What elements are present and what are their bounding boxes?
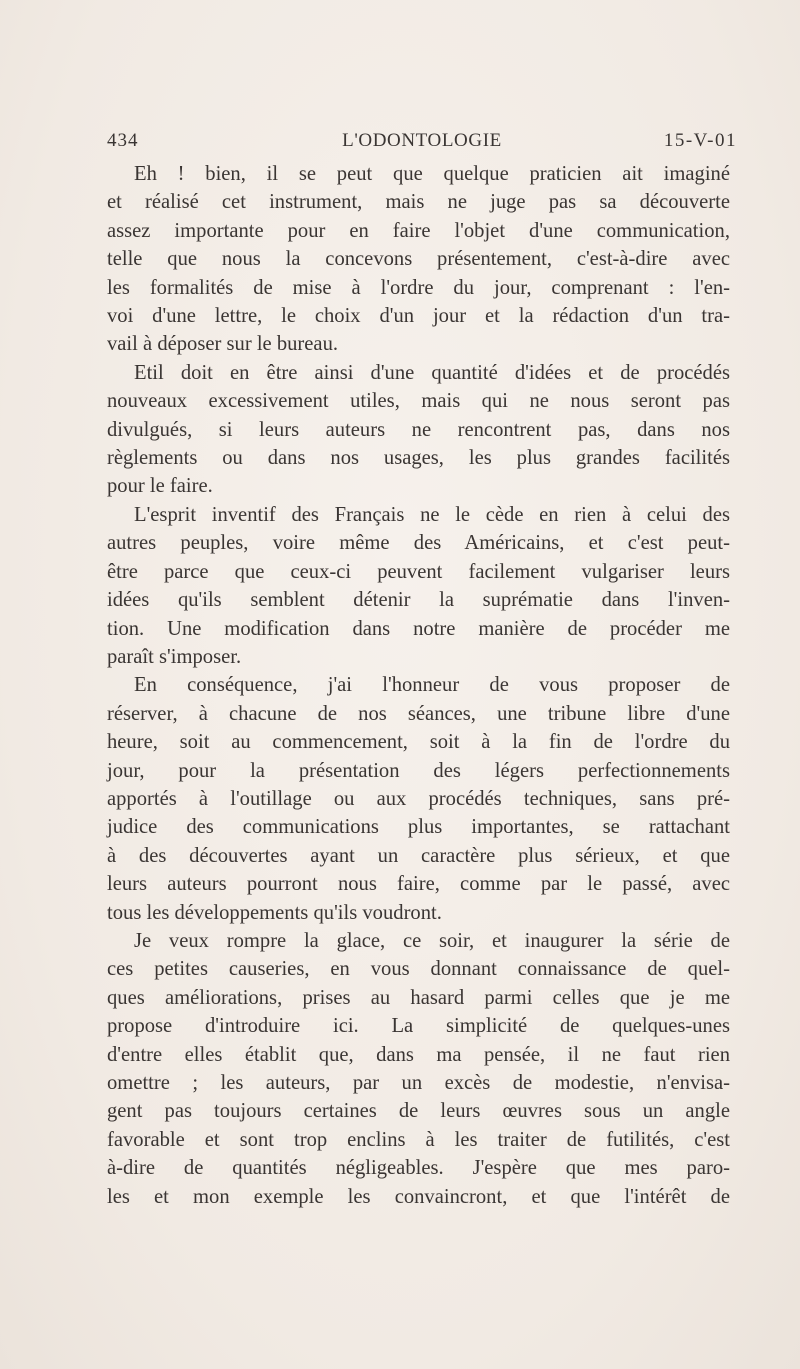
text-line: pour le faire.	[107, 475, 213, 498]
paragraph	[107, 671, 730, 927]
paragraph	[107, 927, 730, 1211]
text-line: L'esprit inventif des Français ne le cède en rien à celui des	[134, 503, 730, 526]
text-line: omettre ; les auteurs, par un excès de modestie, n'envisa-	[107, 1072, 730, 1094]
text-line: voi d'une lettre, le choix d'un jour et la rédaction d'un tra-	[107, 305, 730, 328]
text-line: tion. Une modification dans notre manière de procéder me	[107, 617, 730, 640]
text-line: jour, pour la présentation des légers perfectionnements	[107, 759, 730, 782]
text-line: propose d'introduire ici. La simplicité de quelques-unes	[107, 1015, 730, 1038]
paragraph	[107, 160, 730, 359]
text-line: favorable et sont trop enclins à les traiter de futilités, c'est	[107, 1128, 730, 1151]
paragraph	[107, 501, 730, 671]
text-line: réserver, à chacune de nos séances, une tribune libre d'une	[107, 702, 730, 725]
text-line: ques améliorations, prises au hasard parmi celles que je me	[107, 986, 730, 1009]
issue-date: 15-V-01	[663, 130, 737, 151]
text-line: En conséquence, j'ai l'honneur de vous proposer de	[134, 674, 730, 697]
text-line: divulgués, si leurs auteurs ne rencontrent pas, dans nos	[107, 418, 730, 441]
text-line: Eh ! bien, il se peut que quelque praticien ait imaginé	[134, 163, 730, 185]
text-line: assez importante pour en faire l'objet d'une communication,	[107, 219, 730, 242]
body-text	[107, 160, 730, 1211]
text-line: nouveaux excessivement utiles, mais qui ne nous seront pas	[107, 390, 730, 413]
paragraph	[107, 359, 730, 501]
text-line: à des découvertes ayant un caractère plus sérieux, et que	[107, 844, 730, 867]
page-number: 434	[107, 130, 139, 151]
text-line: Etil doit en être ainsi d'une quantité d'idées et de procédés	[134, 361, 730, 384]
text-line: règlements ou dans nos usages, les plus grandes facilités	[107, 447, 730, 470]
text-line: heure, soit au commencement, soit à la fin de l'ordre du	[107, 731, 730, 754]
text-line: tous les développements qu'ils voudront.	[107, 901, 442, 924]
text-line: être parce que ceux-ci peuvent facilement vulgariser leurs	[107, 560, 730, 583]
text-line: autres peuples, voire même des Américains, et c'est peut-	[107, 532, 730, 555]
text-line: paraît s'imposer.	[107, 645, 242, 668]
text-line: les formalités de mise à l'ordre du jour, comprenant : l'en-	[107, 276, 730, 299]
text-line: idées qu'ils semblent détenir la suprématie dans l'inven-	[107, 589, 730, 612]
text-line: Je veux rompre la glace, ce soir, et inaugurer la série de	[134, 929, 730, 952]
text-line: d'entre elles établit que, dans ma pensée, il ne faut rien	[107, 1043, 730, 1066]
journal-title: L'ODONTOLOGIE	[342, 130, 502, 151]
text-line: les et mon exemple les convaincront, et que l'intérêt de	[107, 1185, 730, 1208]
text-line: telle que nous la concevons présentement, c'est-à-dire avec	[107, 248, 730, 271]
text-line: vail à déposer sur le bureau.	[107, 333, 339, 356]
text-line: apportés à l'outillage ou aux procédés techniques, sans pré-	[107, 787, 730, 810]
running-header	[107, 130, 737, 156]
text-line: gent pas toujours certaines de leurs œuvres sous un angle	[107, 1100, 730, 1123]
text-line: à-dire de quantités négligeables. J'espère que mes paro-	[107, 1157, 730, 1180]
text-line: ces petites causeries, en vous donnant connaissance de quel-	[107, 958, 730, 981]
text-line: judice des communications plus importantes, se rattachant	[107, 816, 730, 839]
text-line: leurs auteurs pourront nous faire, comme par le passé, avec	[107, 873, 730, 896]
text-line: et réalisé cet instrument, mais ne juge pas sa découverte	[107, 191, 730, 214]
